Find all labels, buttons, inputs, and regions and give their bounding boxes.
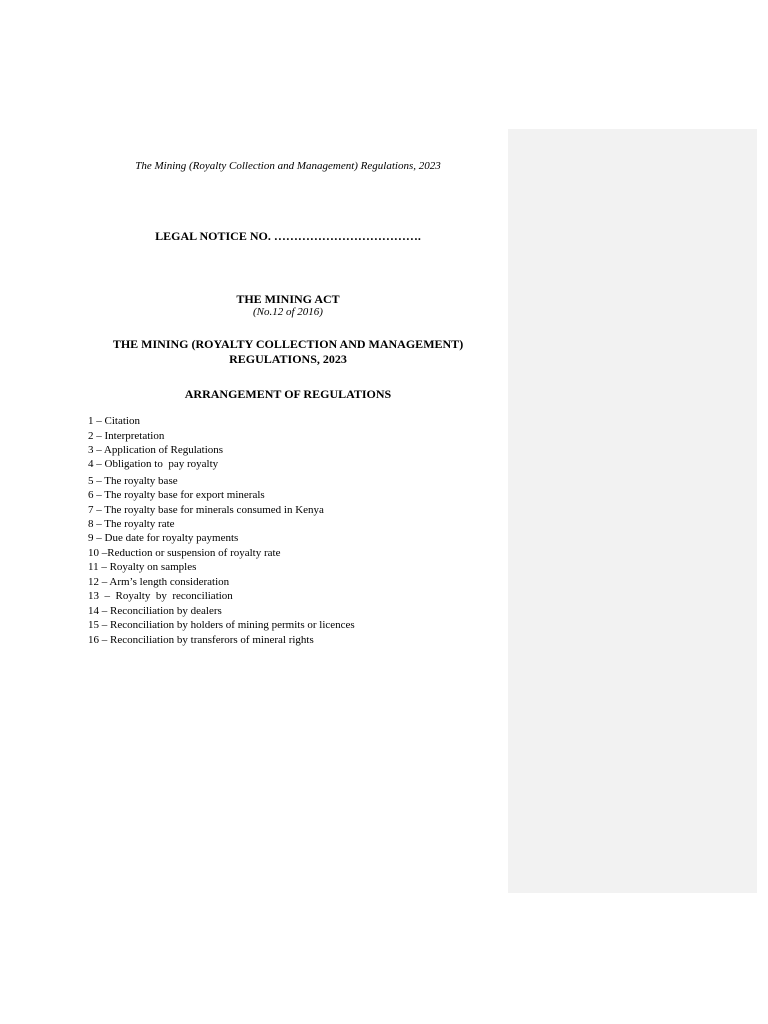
toc-item: 12 – Arm’s length consideration xyxy=(88,576,230,588)
regulations-title-line1: THE MINING (ROYALTY COLLECTION AND MANAGEMENT) xyxy=(112,337,464,351)
toc-item: 7 – The royalty base for minerals consumed in Kenya xyxy=(88,504,324,516)
toc-item: 2 – Interpretation xyxy=(88,430,165,442)
toc-item: 1 – Citation xyxy=(88,415,140,427)
regulations-title-line2: REGULATIONS, 2023 xyxy=(229,352,347,366)
toc-item: 4 – Obligation to pay royalty xyxy=(88,458,219,470)
toc-item: 10 –Reduction or suspension of royalty rate xyxy=(88,547,281,559)
arrangement-heading: ARRANGEMENT OF REGULATIONS xyxy=(184,387,392,401)
toc-item: 14 – Reconciliation by dealers xyxy=(88,605,222,617)
toc-item: 11 – Royalty on samples xyxy=(88,561,197,573)
legal-notice-number: LEGAL NOTICE NO. ………………………………. xyxy=(155,229,421,243)
toc-item: 6 – The royalty base for export minerals xyxy=(88,489,265,501)
toc-item: 9 – Due date for royalty payments xyxy=(88,532,239,544)
toc-item: 3 – Application of Regulations xyxy=(88,444,224,456)
toc-item: 16 – Reconciliation by transferors of mineral rights xyxy=(88,634,314,646)
act-number: (No.12 of 2016) xyxy=(253,306,323,318)
running-header: The Mining (Royalty Collection and Management) Regulations, 2023 xyxy=(135,160,441,172)
toc-item: 8 – The royalty rate xyxy=(88,518,175,530)
act-title: THE MINING ACT xyxy=(236,292,340,306)
toc-item: 15 – Reconciliation by holders of mining permits or licences xyxy=(88,619,355,631)
toc-item: 13 – Royalty by reconciliation xyxy=(88,590,233,602)
toc-item: 5 – The royalty base xyxy=(88,475,178,487)
comment-margin-pane xyxy=(508,129,757,893)
regulations-title xyxy=(88,337,488,367)
